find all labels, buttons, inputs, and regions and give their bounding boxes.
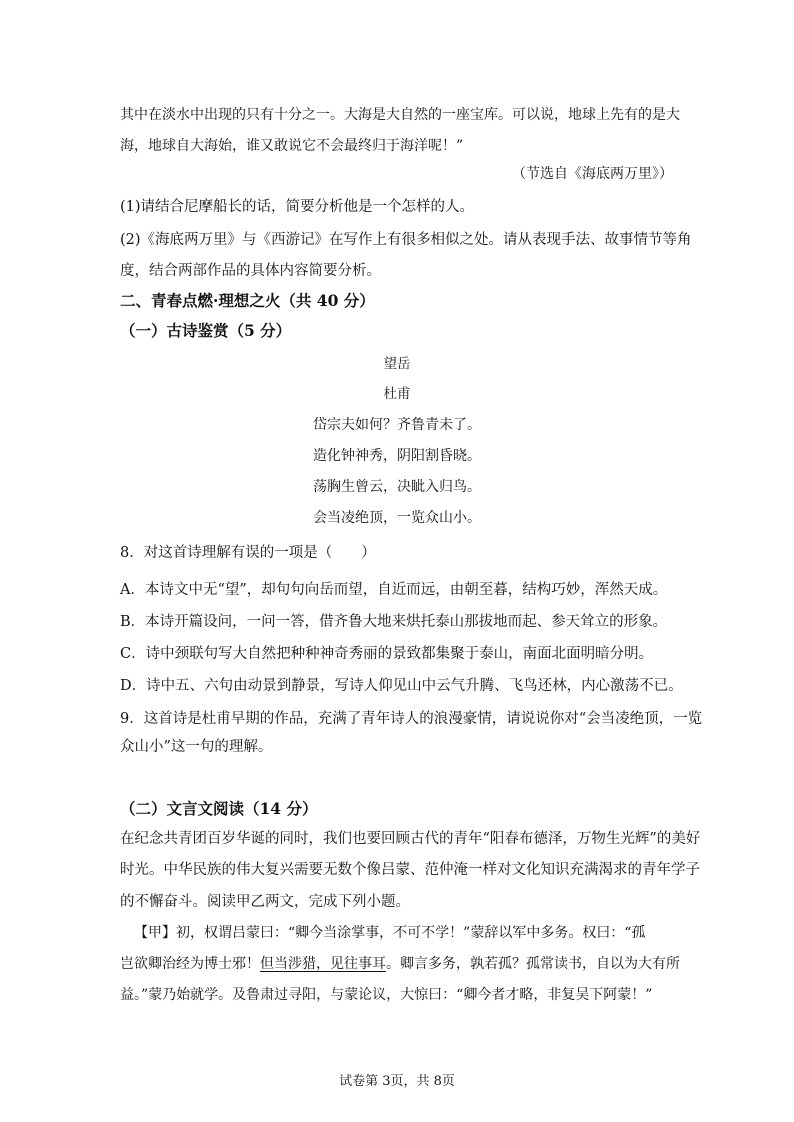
question-8-option-c: C．诗中颈联句写大自然把种种神奇秀丽的景致都集聚于泰山，南面北面明暗分明。 <box>120 646 654 662</box>
jia-line-3: 益。”蒙乃始就学。及鲁肃过寻阳，与蒙论议，大惊曰：“卿今者才略，非复吴下阿蒙！” <box>120 987 653 1003</box>
question-8-option-d: D．诗中五、六句由动景到静景，写诗人仰见山中云气升腾、飞鸟还林，内心激荡不已。 <box>120 678 683 694</box>
poem-line: 会当凌绝顶，一览众山小。 <box>313 510 481 526</box>
question-8-stem: 8．对这首诗理解有误的一项是（ ） <box>120 545 376 561</box>
underlined-sentence: 但当涉猎，见往事耳 <box>260 956 386 972</box>
section-2-title: 二、青春点燃·理想之火（共 40 分） <box>120 291 375 310</box>
excerpt-line-1: 其中在淡水中出现的只有十分之一。大海是大自然的一座宝库。可以说，地球上先有的是大 <box>120 107 680 123</box>
question-9-line-1: 9．这首诗是杜甫早期的作品，充满了青年诗人的浪漫豪情，请说说你对“会当凌绝顶，一览 <box>120 711 703 727</box>
intro-line-1: 在纪念共青团百岁华诞的同时，我们也要回顾古代的青年“阳春布德泽，万物生光辉”的美好 <box>120 831 701 847</box>
question-1: (1)请结合尼摩船长的话，简要分析他是一个怎样的人。 <box>120 199 475 215</box>
poem-line: 岱宗夫如何？齐鲁青未了。 <box>313 417 481 433</box>
intro-line-3: 的不懈奋斗。阅读甲乙两文，完成下列小题。 <box>120 894 410 910</box>
excerpt-source: （节选自《海底两万里》） <box>512 166 673 182</box>
subsection-2-title: （二）文言文阅读（14 分） <box>120 799 318 818</box>
question-9-line-2: 众山小”这一句的理解。 <box>120 739 273 755</box>
question-2-line-1: (2)《海底两万里》与《西游记》在写作上有很多相似之处。请从表现手法、故事情节等角 <box>120 232 692 248</box>
poem-line: 造化钟神秀，阴阳割昏晓。 <box>313 448 481 464</box>
jia-text: 。卿言多务，孰若孤？孤常读书，自以为大有所 <box>386 956 680 972</box>
question-8-option-a: A．本诗文中无“望”，却句句向岳而望，自近而远，由朝至暮，结构巧妙，浑然天成。 <box>120 582 668 598</box>
subsection-1-title: （一）古诗鉴赏（5 分） <box>120 321 292 340</box>
poem-line: 荡胸生曾云，决眦入归鸟。 <box>313 479 481 495</box>
intro-line-2: 时光。中华民族的伟大复兴需要无数个像吕蒙、范仲淹一样对文化知识充满渴求的青年学子 <box>120 862 700 878</box>
jia-text: 岂欲卿治经为博士邪！ <box>120 956 260 972</box>
jia-line-2 <box>120 955 680 973</box>
page-footer: 试卷第 3页，共 8页 <box>339 1074 455 1089</box>
excerpt-line-2: 海，地球自大海始，谁又敢说它不会最终归于海洋呢！” <box>120 138 464 154</box>
question-2-line-2: 度，结合两部作品的具体内容简要分析。 <box>120 263 381 279</box>
poem-title: 望岳 <box>383 356 411 372</box>
poem-author: 杜甫 <box>383 386 411 402</box>
question-8-option-b: B．本诗开篇设问，一问一答，借齐鲁大地来烘托泰山那拔地而起、参天耸立的形象。 <box>120 614 668 630</box>
jia-line-1: 【甲】初，权谓吕蒙曰：“卿今当涂掌事，不可不学！”蒙辞以军中多务。权曰：“孤 <box>134 925 646 941</box>
